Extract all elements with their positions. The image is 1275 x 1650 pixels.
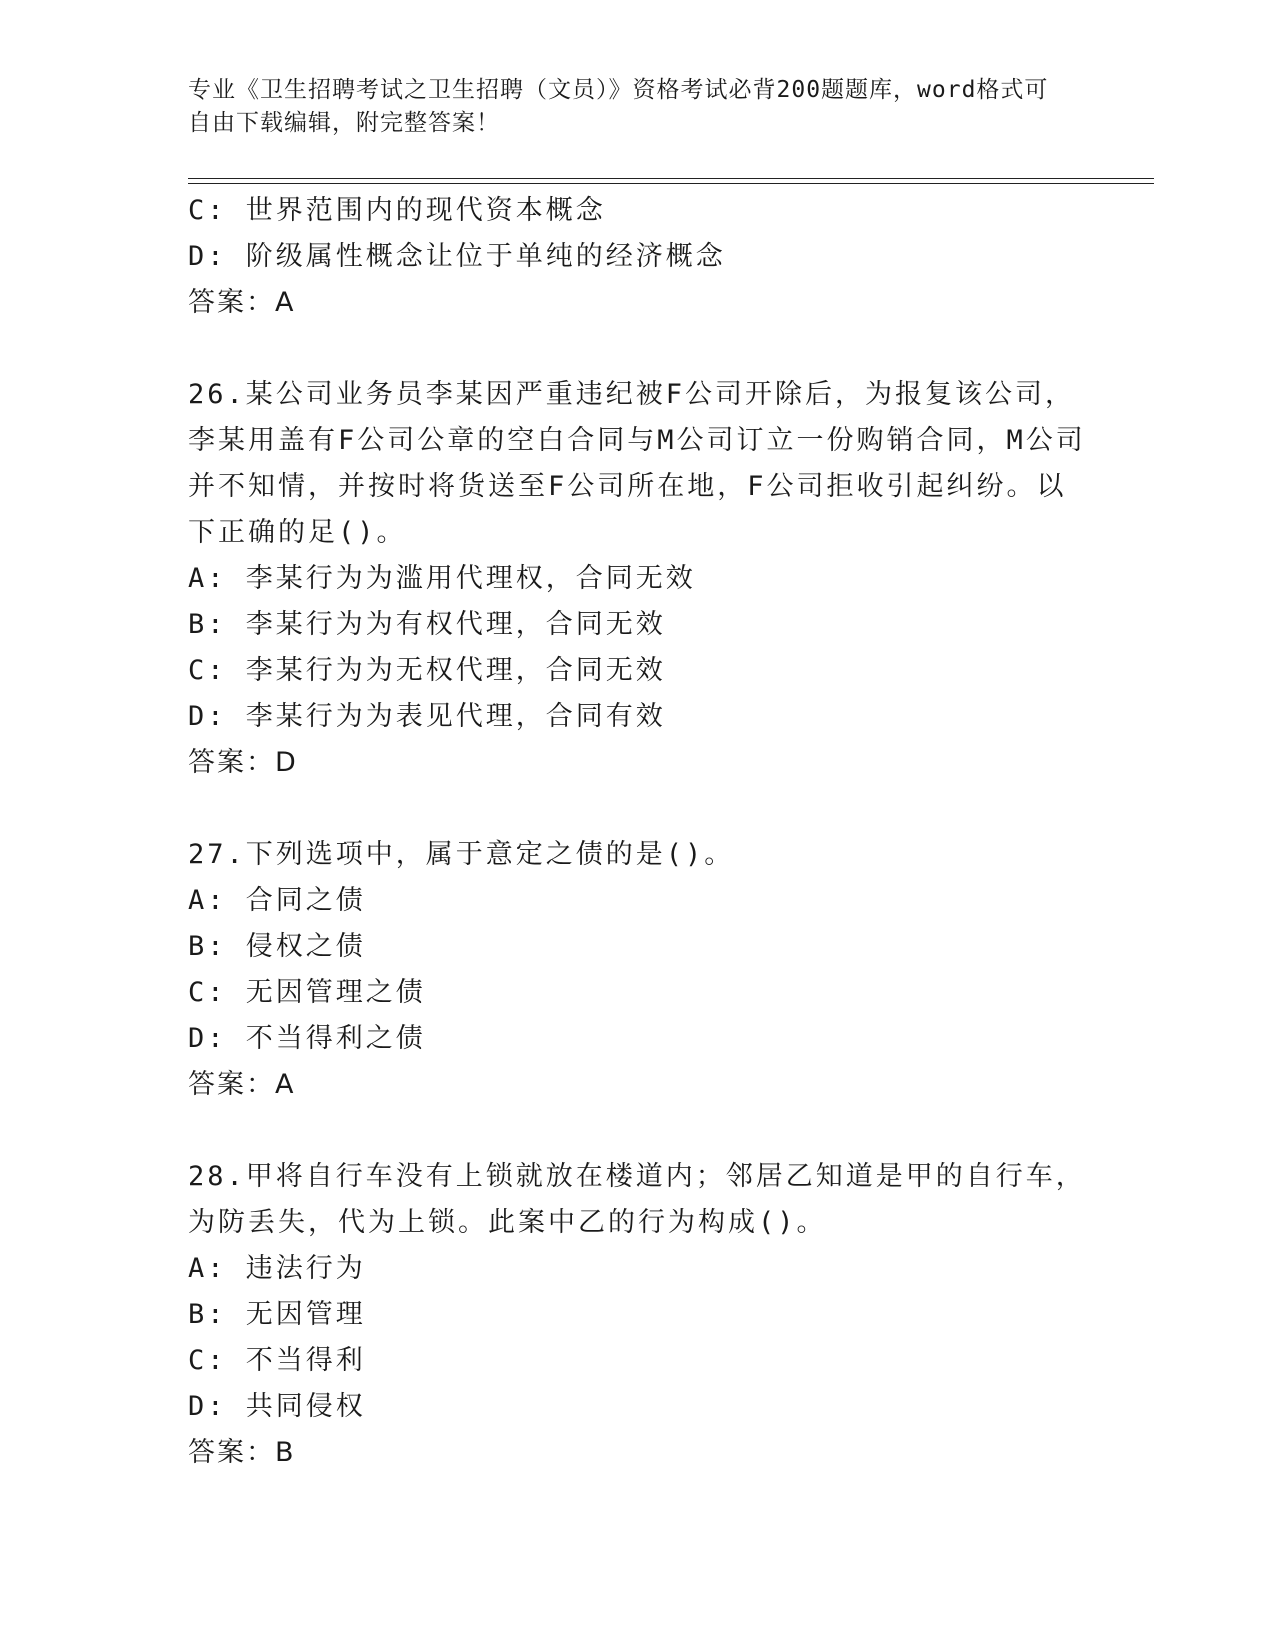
option-a: A: 违法行为 [188, 1253, 366, 1284]
option-d: D: 李某行为为表见代理，合同有效 [188, 701, 666, 732]
answer-line: 答案：B [188, 1437, 296, 1468]
option-d: D: 不当得利之债 [188, 1023, 426, 1054]
option-c: C: 无因管理之债 [188, 977, 426, 1008]
question-stem: 26.某公司业务员李某因严重违纪被F公司开除后，为报复该公司，李某用盖有F公司公章的空白合同与M公司订立一份购销合同，M公司并不知情，并按时将货送至F公司所在地，F公司拒收引起纠纷。以下正确的足()。 [188, 379, 1086, 548]
header-rule-top [188, 178, 1154, 179]
option-a: A: 合同之债 [188, 885, 366, 916]
question-fragment [188, 188, 1088, 326]
option-b: B: 无因管理 [188, 1299, 366, 1330]
option-b: B: 李某行为为有权代理，合同无效 [188, 609, 666, 640]
answer-line: 答案：A [188, 1069, 296, 1100]
answer-line: 答案：A [188, 287, 296, 318]
document-header: 专业《卫生招聘考试之卫生招聘（文员）》资格考试必背200题题库，word格式可自由下载编辑，附完整答案！ [188, 77, 1049, 136]
question-stem: 27.下列选项中，属于意定之债的是()。 [188, 839, 735, 870]
question-26 [188, 372, 1088, 786]
document-body [188, 188, 1088, 1476]
option-c: C: 李某行为为无权代理，合同无效 [188, 655, 666, 686]
question-28 [188, 1154, 1088, 1476]
question-stem: 28.甲将自行车没有上锁就放在楼道内；邻居乙知道是甲的自行车，为防丢失，代为上锁。此案中乙的行为构成()。 [188, 1161, 1086, 1238]
question-27 [188, 832, 1088, 1108]
option-c: C: 世界范围内的现代资本概念 [188, 195, 606, 226]
option-b: B: 侵权之债 [188, 931, 366, 962]
answer-line: 答案：D [188, 747, 298, 778]
option-a: A: 李某行为为滥用代理权，合同无效 [188, 563, 696, 594]
option-d: D: 阶级属性概念让位于单纯的经济概念 [188, 241, 726, 272]
header-rule-bottom [188, 183, 1154, 184]
option-d: D: 共同侵权 [188, 1391, 366, 1422]
option-c: C: 不当得利 [188, 1345, 366, 1376]
